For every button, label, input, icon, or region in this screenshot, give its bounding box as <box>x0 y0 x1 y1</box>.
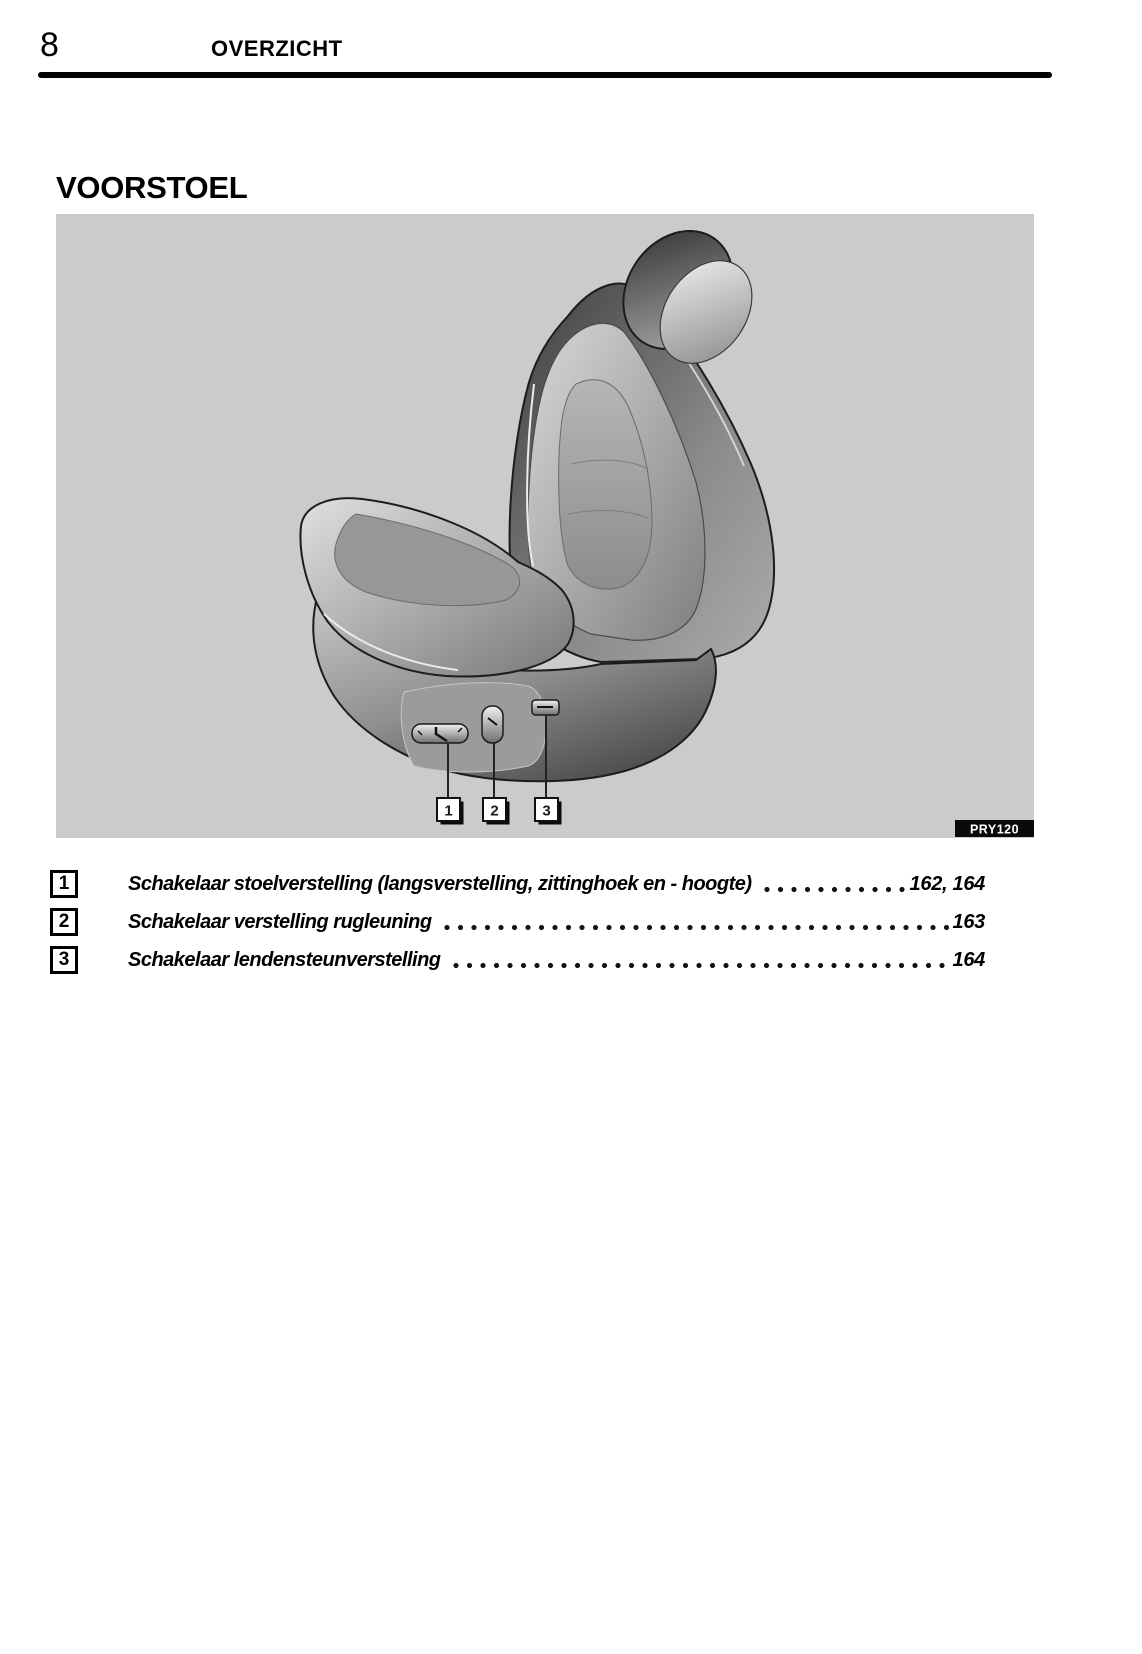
header-rule <box>38 72 1052 78</box>
svg-text:PRY120: PRY120 <box>969 822 1020 837</box>
seatback-switch <box>482 706 503 743</box>
item-pages: 162, 164 <box>909 872 985 895</box>
item-number-box: 2 <box>50 908 78 936</box>
page-number: 8 <box>40 26 59 64</box>
seat-illustration <box>56 214 1034 838</box>
item-pages: 164 <box>952 948 985 971</box>
lumbar-switch <box>532 700 559 715</box>
item-number-box: 3 <box>50 946 78 974</box>
svg-text:1: 1 <box>444 802 453 820</box>
item-label: Schakelaar stoelverstelling (langsverstelling, zittinghoek en - hoogte) <box>128 872 752 895</box>
item-number-box: 1 <box>50 870 78 898</box>
reference-item-1 <box>50 870 985 898</box>
page-title: VOORSTOEL <box>56 170 248 205</box>
item-label: Schakelaar verstelling rugleuning <box>128 910 432 933</box>
item-label: Schakelaar lendensteunverstelling <box>128 948 441 971</box>
section-title: OVERZICHT <box>211 36 343 61</box>
callout-box-3 <box>535 798 562 825</box>
svg-text:2: 2 <box>490 802 499 820</box>
item-pages: 163 <box>952 910 985 933</box>
dot-leader <box>453 962 949 969</box>
callout-box-2 <box>483 798 510 825</box>
reference-item-3 <box>50 946 985 974</box>
reference-item-2 <box>50 908 985 936</box>
figure-code-label <box>955 820 1034 837</box>
seat-figure <box>56 214 1034 838</box>
dot-leader <box>444 924 949 931</box>
seat-slide-switch <box>412 724 468 743</box>
callout-box-1 <box>437 798 464 825</box>
dot-leader <box>764 886 906 893</box>
svg-text:3: 3 <box>542 802 551 820</box>
